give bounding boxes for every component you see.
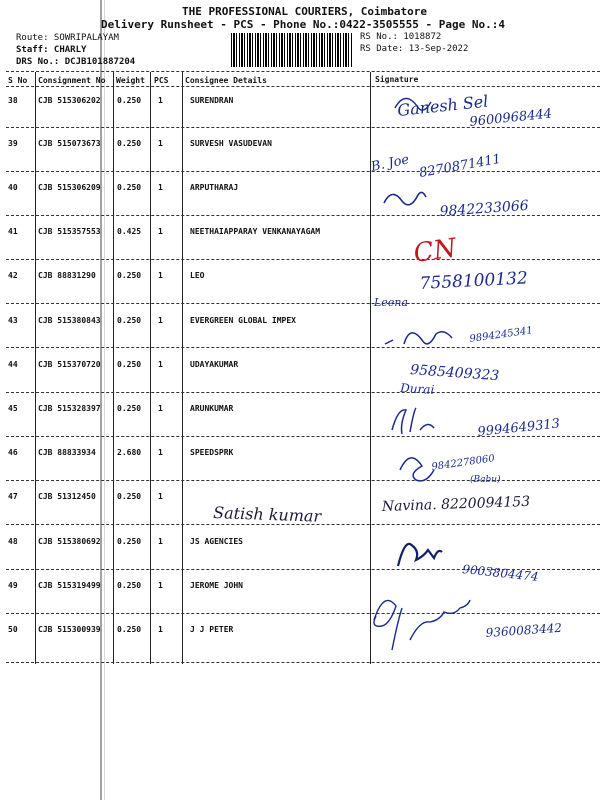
row-sno: 50: [8, 625, 18, 634]
row-consignee: LEO: [190, 271, 205, 280]
row-consignment: CJB 515380692: [38, 537, 101, 546]
rs-date: RS Date: 13-Sep-2022: [360, 44, 469, 54]
row-sno: 46: [8, 448, 18, 457]
col-sno: S No: [8, 76, 28, 85]
signature-stroke: [385, 332, 452, 344]
runsheet-subtitle: Delivery Runsheet - PCS - Phone No.:0422-3505555 - Page No.:4: [101, 18, 505, 31]
row-consignee: SURVESH VASUDEVAN: [190, 139, 272, 148]
row-sno: 41: [8, 227, 18, 236]
row-consignment: CJB 515380843: [38, 316, 101, 325]
col-consignee: Consignee Details: [185, 76, 267, 85]
row-pcs: 1: [158, 96, 163, 105]
handwritten-text: Navina. 8220094153: [381, 493, 531, 515]
row-consignment: CJB 51312450: [38, 492, 96, 501]
row-sno: 47: [8, 492, 18, 501]
col-consignment: Consignment No: [38, 76, 106, 85]
row-weight: 0.250: [117, 625, 142, 634]
handwritten-text: 9003804474: [461, 562, 540, 584]
row-consignee: JEROME JOHN: [190, 581, 243, 590]
signature-stroke: [384, 192, 426, 204]
rs-number: RS No.: 1018872: [360, 32, 442, 42]
handwritten-text: Leena: [374, 296, 408, 309]
row-consignment: CJB 515357553: [38, 227, 101, 236]
handwritten-text: Durai: [399, 381, 435, 397]
handwritten-text: 9585409323: [409, 362, 500, 385]
row-consignment: CJB 88831290: [38, 271, 96, 280]
signature-stroke: [392, 408, 434, 434]
row-weight: 0.250: [117, 183, 142, 192]
col-pcs: PCS: [154, 76, 169, 85]
row-consignment: CJB 515328397: [38, 404, 101, 413]
row-pcs: 1: [158, 537, 163, 546]
signature-stroke: [398, 544, 442, 566]
row-consignee: EVERGREEN GLOBAL IMPEX: [190, 316, 296, 325]
row-consignment: CJB 515306202: [38, 96, 101, 105]
row-sno: 40: [8, 183, 18, 192]
row-consignee: NEETHAIAPPARAY VENKANAYAGAM: [190, 227, 321, 236]
col-signature: Signature: [375, 75, 419, 84]
row-sno: 43: [8, 316, 18, 325]
row-weight: 0.250: [117, 537, 142, 546]
row-sno: 44: [8, 360, 18, 369]
handwritten-text: 9600968444: [468, 106, 553, 130]
handwritten-text: 9894245341: [468, 325, 534, 345]
row-pcs: 1: [158, 183, 163, 192]
row-weight: 2.680: [117, 448, 142, 457]
row-weight: 0.250: [117, 492, 142, 501]
row-consignment: CJB 515073673: [38, 139, 101, 148]
handwritten-text: 9994649313: [476, 416, 561, 440]
row-pcs: 1: [158, 404, 163, 413]
signature-stroke: [400, 458, 434, 481]
row-pcs: 1: [158, 139, 163, 148]
row-consignee: J J PETER: [190, 625, 234, 634]
handwritten-text: Satish kumar: [212, 503, 322, 526]
handwritten-text: 9842233066: [439, 197, 530, 220]
row-consignee: SPEEDSPRK: [190, 448, 234, 457]
row-sno: 49: [8, 581, 18, 590]
row-consignee: ARPUTHARAJ: [190, 183, 239, 192]
row-sno: 42: [8, 271, 18, 280]
col-weight: Weight: [116, 76, 145, 85]
row-weight: 0.250: [117, 404, 142, 413]
row-consignee: SURENDRAN: [190, 96, 234, 105]
row-weight: 0.250: [117, 581, 142, 590]
row-pcs: 1: [158, 316, 163, 325]
row-pcs: 1: [158, 360, 163, 369]
handwritten-text: 7558100132: [419, 268, 529, 294]
staff-label: Staff: CHARLY: [16, 45, 87, 55]
row-weight: 0.250: [117, 271, 142, 280]
handwritten-text: B. Joe: [369, 152, 411, 175]
row-sno: 48: [8, 537, 18, 546]
row-sno: 45: [8, 404, 18, 413]
row-weight: 0.250: [117, 316, 142, 325]
row-sno: 39: [8, 139, 18, 148]
row-consignment: CJB 515300939: [38, 625, 101, 634]
handwritten-text: 9842278060: [430, 453, 496, 473]
row-consignment: CJB 515319499: [38, 581, 101, 590]
row-pcs: 1: [158, 227, 163, 236]
row-consignment: CJB 515306209: [38, 183, 101, 192]
row-consignment: CJB 88833934: [38, 448, 96, 457]
row-consignee: ARUNKUMAR: [190, 404, 234, 413]
handwritten-text: 8270871411: [418, 151, 503, 181]
row-pcs: 1: [158, 625, 163, 634]
handwritten-text: 9360083442: [485, 620, 563, 640]
row-consignee: UDAYAKUMAR: [190, 360, 239, 369]
handwritten-text: Ganesh Sel: [396, 91, 490, 120]
row-pcs: 1: [158, 271, 163, 280]
row-pcs: 1: [158, 492, 163, 501]
row-pcs: 1: [158, 448, 163, 457]
row-weight: 0.250: [117, 139, 142, 148]
handwritten-text: (Babu): [470, 475, 501, 485]
row-sno: 38: [8, 96, 18, 105]
row-weight: 0.250: [117, 360, 142, 369]
row-consignment: CJB 515370720: [38, 360, 101, 369]
row-consignee: JS AGENCIES: [190, 537, 243, 546]
row-pcs: 1: [158, 581, 163, 590]
signature-stroke: [374, 600, 470, 650]
drs-number: DRS No.: DCJB101887204: [16, 57, 136, 67]
handwritten-text: CN: [411, 233, 459, 269]
row-weight: 0.425: [117, 227, 142, 236]
route-label: Route: SOWRIPALAYAM: [16, 33, 119, 43]
company-title: THE PROFESSIONAL COURIERS, Coimbatore: [182, 5, 428, 18]
row-weight: 0.250: [117, 96, 142, 105]
